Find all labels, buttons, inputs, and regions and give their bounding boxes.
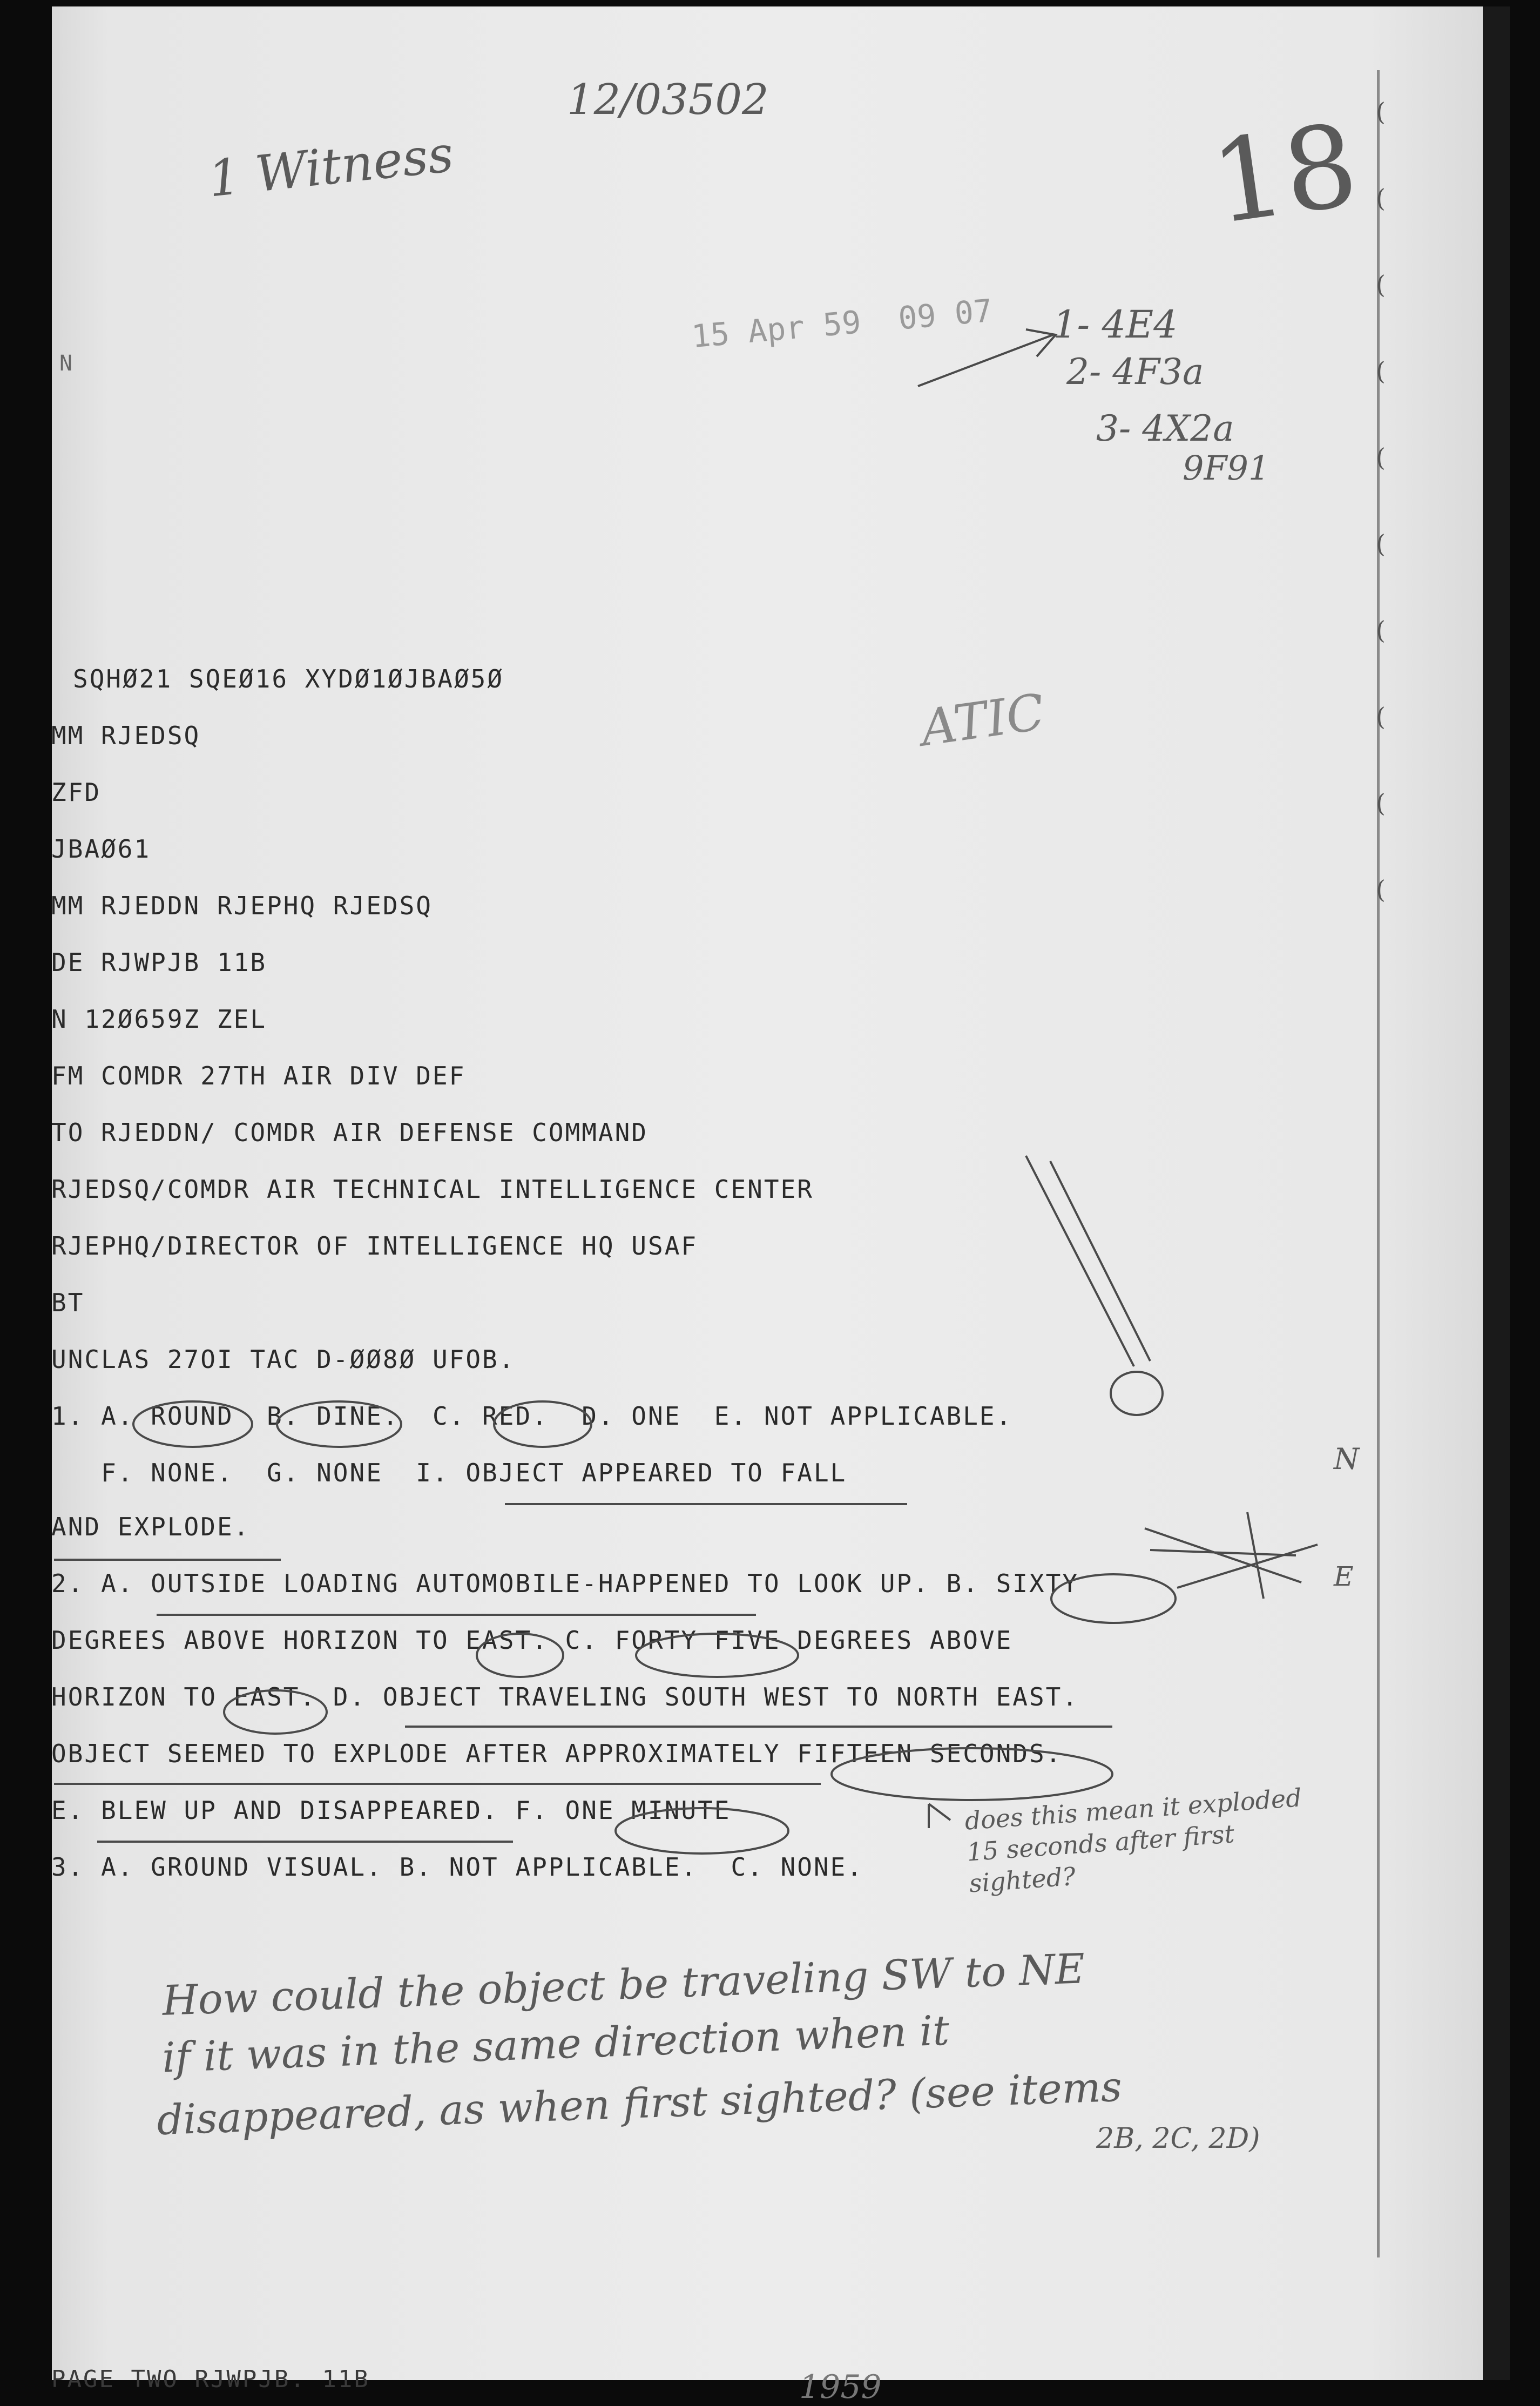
sketch-label-n: N bbox=[1334, 1442, 1360, 1476]
item-3-line: 3. A. GROUND VISUAL. B. NOT APPLICABLE. C. NONE. bbox=[51, 1852, 864, 1882]
circle-east-1 bbox=[477, 1634, 563, 1677]
item-2-explosion: OBJECT SEEMED TO EXPLODE AFTER APPROXIMATELY FIFTEEN SECONDS. bbox=[51, 1739, 1063, 1768]
atic-initials: ATIC bbox=[917, 683, 1048, 758]
item-1-end: AND EXPLODE. bbox=[51, 1512, 251, 1541]
to-line: TO RJEDDN/ COMDR AIR DEFENSE COMMAND bbox=[51, 1118, 648, 1147]
witness-note: 1 Witness bbox=[205, 125, 456, 208]
addressee-routing: MM RJEDDN RJEPHQ RJEDSQ bbox=[51, 891, 433, 920]
punch-mark: ( bbox=[1376, 184, 1386, 213]
punch-mark: ( bbox=[1376, 97, 1386, 126]
circle-one-minute bbox=[616, 1808, 788, 1854]
date-time-group: N 12Ø659Z ZEL bbox=[51, 1005, 267, 1034]
punch-mark: ( bbox=[1376, 616, 1386, 645]
circle-dine bbox=[277, 1401, 401, 1447]
item-1-line: 1. A. ROUND B. DINE. C. RED. D. ONE E. NOT APPLICABLE. bbox=[51, 1401, 1013, 1431]
routing-line-1: 1- 4E4 bbox=[1053, 302, 1178, 347]
item-2-duration: E. BLEW UP AND DISAPPEARED. F. ONE MINUTE bbox=[51, 1796, 731, 1825]
punch-mark: ( bbox=[1376, 875, 1386, 904]
punch-mark: ( bbox=[1376, 356, 1386, 386]
punch-mark: ( bbox=[1376, 529, 1386, 558]
trail-line bbox=[1026, 1156, 1150, 1366]
note-line-1: How could the object be traveling SW to NE bbox=[161, 1944, 1086, 2025]
date-stamp: 15 Apr 59 09 07 bbox=[690, 292, 994, 355]
handling-line: ZFD bbox=[51, 778, 102, 807]
note-line-4: 2B, 2C, 2D) bbox=[1096, 2122, 1260, 2155]
routing-arrow bbox=[918, 329, 1056, 386]
serial-number: 12/03502 bbox=[567, 76, 769, 124]
break-line: BT bbox=[51, 1288, 85, 1317]
margin-letter: N bbox=[59, 351, 75, 376]
routing-indicator: SQHØ21 SQEØ16 XYDØ1ØJBAØ5Ø bbox=[73, 664, 504, 693]
sketch-label-e: E bbox=[1334, 1561, 1354, 1592]
direction-sketch bbox=[1145, 1512, 1318, 1599]
punch-mark: ( bbox=[1376, 702, 1386, 731]
info-line-1: RJEDSQ/COMDR AIR TECHNICAL INTELLIGENCE CENTER bbox=[51, 1175, 814, 1204]
punch-mark: ( bbox=[1376, 270, 1386, 299]
item-2-continued: DEGREES ABOVE HORIZON TO EAST. C. FORTY FIVE DEGREES ABOVE bbox=[51, 1626, 1013, 1655]
object-sketch bbox=[1111, 1372, 1163, 1415]
circle-forty-five bbox=[636, 1634, 798, 1677]
note-line-3: disappeared, as when first sighted? (see items bbox=[156, 2062, 1123, 2145]
routing-line-2: 2- 4F3a bbox=[1066, 351, 1204, 393]
info-line-2: RJEPHQ/DIRECTOR OF INTELLIGENCE HQ USAF bbox=[51, 1231, 698, 1261]
circle-fifteen-seconds bbox=[832, 1748, 1112, 1800]
circle-round bbox=[133, 1401, 252, 1447]
station-serial: JBAØ61 bbox=[51, 834, 151, 864]
originator-line: DE RJWPJB 11B bbox=[51, 948, 267, 977]
footer-year: 1959 bbox=[799, 2368, 882, 2406]
margin-question: does this mean it exploded 15 seconds after first sighted? bbox=[963, 1783, 1303, 1898]
routing-code: 9F91 bbox=[1183, 448, 1270, 488]
circle-red bbox=[494, 1401, 591, 1447]
margin-arrow bbox=[929, 1804, 950, 1828]
note-line-2: if it was in the same direction when it bbox=[161, 2006, 950, 2082]
item-2-line: 2. A. OUTSIDE LOADING AUTOMOBILE-HAPPENED TO LOOK UP. B. SIXTY bbox=[51, 1569, 1079, 1598]
circle-east-2 bbox=[224, 1690, 327, 1734]
page-footer: PAGE TWO RJWPJB. 11B bbox=[51, 2365, 370, 2393]
routing-line-3: 3- 4X2a bbox=[1096, 408, 1234, 449]
punch-mark: ( bbox=[1376, 443, 1386, 472]
from-line: FM COMDR 27TH AIR DIV DEF bbox=[51, 1061, 466, 1090]
classification-line: UNCLAS 27OI TAC D-ØØ8Ø UFOB. bbox=[51, 1345, 516, 1374]
punch-mark: ( bbox=[1376, 788, 1386, 818]
precedence-line: MM RJEDSQ bbox=[51, 721, 201, 750]
circle-sixty bbox=[1051, 1574, 1176, 1623]
sheet-number: 18 bbox=[1204, 98, 1365, 250]
item-1-continued: F. NONE. G. NONE I. OBJECT APPEARED TO FALL bbox=[51, 1458, 847, 1487]
item-2-direction: HORIZON TO EAST. D. OBJECT TRAVELING SOUTH WEST TO NORTH EAST. bbox=[51, 1682, 1079, 1711]
